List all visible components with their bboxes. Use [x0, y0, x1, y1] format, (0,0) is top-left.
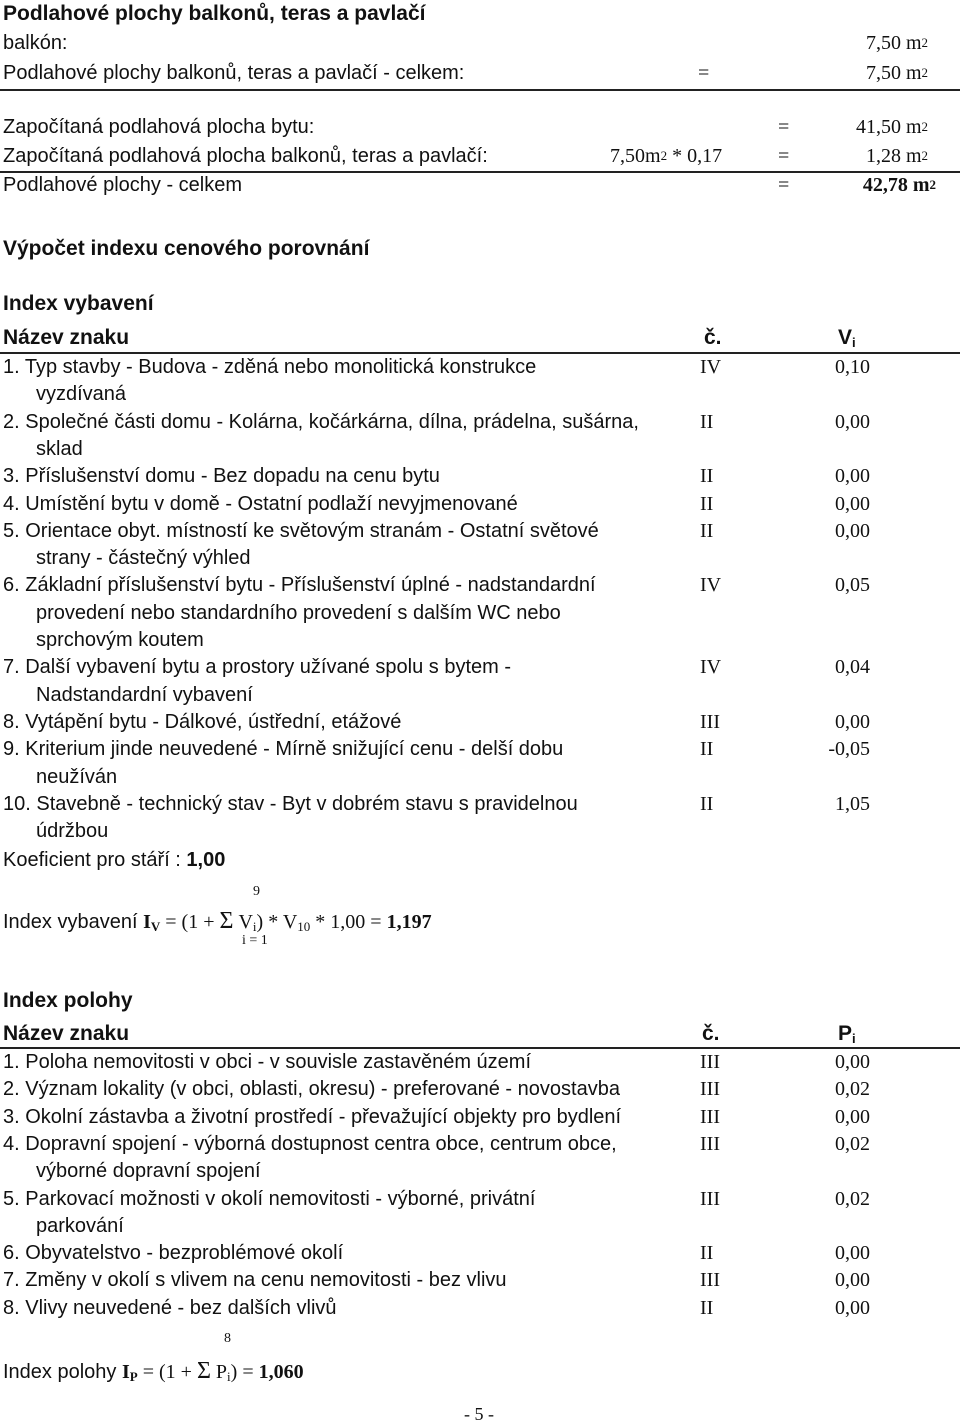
equipment-item-line: 4. Umístění bytu v domě - Ostatní podlaží nevyjmenované [3, 492, 518, 515]
equipment-header-name: Název znaku [3, 326, 130, 349]
equipment-item-line: strany - částečný výhled [36, 547, 251, 570]
location-item-class: III [700, 1269, 720, 1292]
equipment-item-line: údržbou [36, 820, 109, 843]
equipment-item-value: 1,05 [835, 792, 870, 815]
equipment-item-value: 0,00 [835, 492, 870, 515]
equipment-item-line: provedení nebo standardního provedení s dalším WC nebo [36, 601, 561, 624]
total-all-eq: = [778, 174, 790, 196]
equipment-item-value: 0,00 [835, 710, 870, 733]
balcony-total-label: Podlahové plochy balkonů, teras a pavlačí - celkem: [3, 62, 465, 84]
location-item-class: II [700, 1296, 714, 1319]
balcony-total-eq: = [698, 62, 710, 84]
location-header-rule [0, 1047, 960, 1049]
total-balcony-value: 1,28 $m^2$ [865, 145, 928, 167]
equipment-header-rule [0, 352, 960, 354]
total-balcony-coef: $7,50m^2 * 0,17$ [610, 145, 723, 167]
equipment-item-line: 8. Vytápění bytu - Dálkové, ústřední, etážové [3, 710, 402, 733]
location-item-line: 5. Parkovací možnosti v okolí nemovitosti - výborné, privátní [3, 1187, 536, 1210]
location-item-class: III [700, 1078, 720, 1101]
equipment-item-line: 6. Základní příslušenství bytu - Příslušenství úplné - nadstandardní [3, 574, 596, 597]
location-item-value: 0,00 [835, 1296, 870, 1319]
location-item-line: 7. Změny v okolí s vlivem na cenu nemovitosti - bez vlivu [3, 1269, 507, 1292]
equipment-item-value: 0,05 [835, 574, 870, 597]
equipment-item-class: II [700, 792, 714, 815]
location-item-line: 6. Obyvatelstvo - bezproblémové okolí [3, 1242, 344, 1265]
location-item-class: II [700, 1242, 714, 1265]
equipment-item-line: Nadstandardní vybavení [36, 683, 253, 706]
location-item-line: 8. Vlivy neuvedené - bez dalších vlivů [3, 1296, 337, 1319]
age-coef: Koeficient pro stáří : 1,00 [3, 849, 226, 871]
location-item-line: 2. Význam lokality (v obci, oblasti, okresu) - preferované - novostavba [3, 1078, 620, 1101]
equipment-header-no: č. [704, 326, 722, 349]
balcony-divider [0, 89, 960, 91]
equipment-title: Index vybavení [3, 292, 154, 315]
equipment-item-class: IV [700, 574, 722, 597]
equipment-item-class: II [700, 492, 714, 515]
location-formula: Index polohy $I_P = (1 + \Sigma$ $P_i) = 1,060$ [3, 1358, 304, 1384]
balcony-row-value: 7,50 $m^2$ [865, 32, 928, 54]
equipment-item-value: 0,00 [835, 410, 870, 433]
equipment-item-class: IV [700, 656, 722, 679]
equipment-item-line: 5. Orientace obyt. místností ke světovým stranám - Ostatní světové [3, 519, 599, 542]
equipment-item-class: II [700, 738, 714, 761]
total-flat-label: Započítaná podlahová plocha bytu: [3, 116, 315, 138]
equipment-formula: Index vybavení $I_V = (1 + \Sigma$ $V_i) * V_{10} * 1,00 = 1,197$ [3, 908, 432, 934]
section-title: Výpočet indexu cenového porovnání [3, 237, 370, 260]
total-flat-eq: = [778, 116, 790, 138]
equipment-item-line: 3. Příslušenství domu - Bez dopadu na cenu bytu [3, 465, 440, 488]
equipment-sum-upper: 9 [253, 884, 260, 899]
equipment-item-line: 2. Společné části domu - Kolárna, kočárkárna, dílna, prádelna, sušárna, [3, 410, 639, 433]
totals-divider [0, 171, 960, 173]
equipment-item-line: neužíván [36, 765, 118, 788]
equipment-item-line: 10. Stavebně - technický stav - Byt v dobrém stavu s pravidelnou [3, 792, 578, 815]
location-item-value: 0,00 [835, 1242, 870, 1265]
balcony-row-label: balkón: [3, 32, 68, 54]
total-flat-value: 41,50 $m^2$ [855, 116, 928, 138]
location-item-class: III [700, 1187, 720, 1210]
balcony-total-value: 7,50 $m^2$ [865, 62, 928, 84]
equipment-item-value: 0,04 [835, 656, 870, 679]
total-balcony-label: Započítaná podlahová plocha balkonů, teras a pavlačí: [3, 145, 488, 167]
equipment-item-value: -0,05 [828, 738, 870, 761]
balconies-title: Podlahové plochy balkonů, teras a pavlačí [3, 2, 426, 25]
location-header-no: č. [702, 1022, 720, 1045]
equipment-header-val: $V_i$ [838, 326, 856, 350]
location-sum-upper: 8 [224, 1331, 231, 1346]
location-header-name: Název znaku [3, 1022, 130, 1045]
page-number: - 5 - [464, 1404, 494, 1424]
location-item-value: 0,02 [835, 1187, 870, 1210]
location-header-val: $P_i$ [838, 1022, 856, 1046]
location-item-value: 0,00 [835, 1051, 870, 1073]
equipment-item-line: 9. Kriterium jinde neuvedené - Mírně snižující cenu - delší dobu [3, 738, 564, 761]
location-item-line: 3. Okolní zástavba a životní prostředí - převažující objekty pro bydlení [3, 1105, 622, 1128]
equipment-item-class: II [700, 519, 714, 542]
location-item-class: III [700, 1132, 720, 1155]
location-item-class: III [700, 1105, 720, 1128]
location-item-line: výborné dopravní spojení [36, 1160, 261, 1183]
location-item-line: parkování [36, 1214, 124, 1237]
location-item-value: 0,00 [835, 1269, 870, 1292]
equipment-item-class: II [700, 465, 714, 488]
equipment-item-class: II [700, 410, 714, 433]
location-item-value: 0,02 [835, 1078, 870, 1101]
total-all-label: Podlahové plochy - celkem [3, 174, 243, 196]
equipment-item-line: 7. Další vybavení bytu a prostory užívané spolu s bytem - [3, 656, 512, 679]
equipment-item-line: 1. Typ stavby - Budova - zděná nebo monolitická konstrukce [3, 356, 537, 378]
total-all-value: 42,78 $m^2$ [862, 174, 936, 196]
location-item-value: 0,02 [835, 1132, 870, 1155]
equipment-item-class: IV [700, 356, 722, 378]
equipment-item-value: 0,00 [835, 465, 870, 488]
equipment-item-value: 0,00 [835, 519, 870, 542]
equipment-item-line: sprchovým koutem [36, 629, 204, 651]
location-item-line: 1. Poloha nemovitosti v obci - v souvisle zastavěném území [3, 1051, 532, 1073]
location-item-class: III [700, 1051, 720, 1073]
location-item-line: 4. Dopravní spojení - výborná dostupnost centra obce, centrum obce, [3, 1132, 617, 1155]
location-title: Index polohy [3, 989, 133, 1012]
equipment-item-line: vyzdívaná [36, 383, 127, 406]
equipment-item-value: 0,10 [835, 356, 870, 378]
total-balcony-eq: = [778, 145, 790, 167]
equipment-item-line: sklad [36, 437, 83, 460]
equipment-item-class: III [700, 710, 720, 733]
equipment-sum-lower: i = 1 [242, 933, 268, 948]
location-item-value: 0,00 [835, 1105, 870, 1128]
